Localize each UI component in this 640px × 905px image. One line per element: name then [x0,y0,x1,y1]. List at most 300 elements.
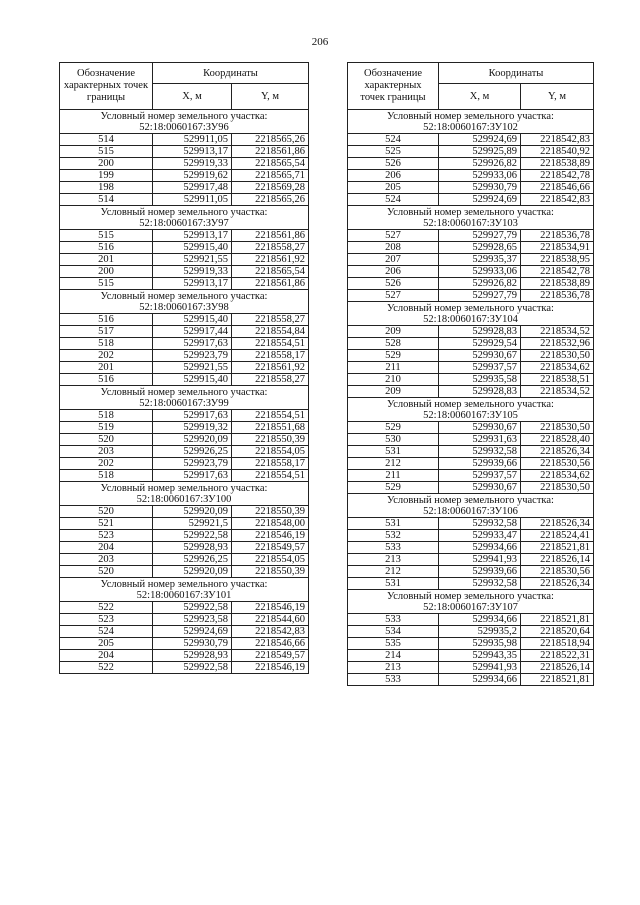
table-row [348,182,594,194]
coord-y: 2218530,56 [521,566,594,578]
coord-x: 529933,47 [439,530,521,542]
coord-x: 529928,83 [439,326,521,338]
point-id: 516 [60,314,153,326]
header-coordinates: Координаты [439,63,594,84]
coord-x: 529919,62 [153,170,232,182]
parcel-prefix: Условный номер земельного участка: [387,590,554,602]
table-row [60,614,309,626]
parcel-prefix: Условный номер земельного участка: [100,290,268,302]
coord-y: 2218530,56 [521,458,594,470]
parcel-number [60,206,309,230]
header-coordinates: Координаты [153,63,309,84]
coord-x: 529922,58 [153,662,232,674]
table-row [348,422,594,434]
parcel-cadastral-number: 52:18:0060167:ЗУ106 [423,505,518,517]
coord-y: 2218546,66 [521,182,594,194]
coord-y: 2218530,50 [521,350,594,362]
coord-y: 2218526,34 [521,578,594,590]
point-id: 519 [60,422,153,434]
parcel-number [60,386,309,410]
coord-y: 2218565,54 [232,158,309,170]
table-row [60,170,309,182]
coord-x: 529922,58 [153,602,232,614]
point-id: 532 [348,530,439,542]
parcel-prefix: Условный номер земельного участка: [387,398,554,410]
parcel-header-row [348,398,594,422]
point-id: 199 [60,170,153,182]
point-id: 515 [60,230,153,242]
coord-y: 2218542,83 [232,626,309,638]
coord-x: 529941,93 [439,662,521,674]
coord-y: 2218542,83 [521,134,594,146]
coord-y: 2218542,83 [521,194,594,206]
coord-y: 2218550,39 [232,434,309,446]
header-point-label: Обозначение характерных точек границы [348,63,439,110]
coord-x: 529928,93 [153,542,232,554]
table-row [348,626,594,638]
table-row [348,350,594,362]
point-id: 528 [348,338,439,350]
table-row [348,194,594,206]
point-id: 529 [348,350,439,362]
coord-y: 2218546,19 [232,662,309,674]
table-row [60,650,309,662]
point-id: 526 [348,158,439,170]
coord-x: 529935,2 [439,626,521,638]
table-row [60,374,309,386]
parcel-header-row [60,386,309,410]
parcel-prefix: Условный номер земельного участка: [387,494,554,506]
table-row [348,554,594,566]
point-id: 211 [348,470,439,482]
parcel-prefix: Условный номер земельного участка: [100,110,268,122]
table-row [348,662,594,674]
coord-x: 529921,55 [153,362,232,374]
parcel-number [348,494,594,518]
table-row [60,506,309,518]
coord-y: 2218526,14 [521,662,594,674]
parcel-prefix: Условный номер земельного участка: [100,206,268,218]
coord-x: 529932,58 [439,446,521,458]
point-id: 527 [348,290,439,302]
coord-x: 529932,58 [439,518,521,530]
point-id: 209 [348,386,439,398]
table-row [60,638,309,650]
point-id: 201 [60,362,153,374]
coord-x: 529943,35 [439,650,521,662]
coord-y: 2218520,64 [521,626,594,638]
coord-y: 2218540,92 [521,146,594,158]
point-id: 202 [60,458,153,470]
point-id: 523 [60,614,153,626]
point-id: 206 [348,170,439,182]
point-id: 531 [348,578,439,590]
coord-x: 529930,67 [439,422,521,434]
table-row [348,638,594,650]
coord-y: 2218542,78 [521,266,594,278]
coord-y: 2218546,19 [232,602,309,614]
coord-x: 529935,58 [439,374,521,386]
point-id: 518 [60,470,153,482]
coord-x: 529935,98 [439,638,521,650]
coord-x: 529925,89 [439,146,521,158]
point-id: 207 [348,254,439,266]
coord-y: 2218551,68 [232,422,309,434]
coord-y: 2218522,31 [521,650,594,662]
parcel-header-row [60,206,309,230]
parcel-header-row [348,590,594,614]
table-row [60,518,309,530]
coord-x: 529917,63 [153,410,232,422]
point-id: 516 [60,374,153,386]
point-id: 527 [348,230,439,242]
coord-x: 529927,79 [439,230,521,242]
parcel-number [348,590,594,614]
coord-x: 529911,05 [153,134,232,146]
coord-x: 529934,66 [439,542,521,554]
table-row [348,530,594,542]
table-row [60,134,309,146]
point-id: 526 [348,278,439,290]
parcel-cadastral-number: 52:18:0060167:ЗУ98 [139,301,229,313]
coord-y: 2218534,52 [521,326,594,338]
point-id: 516 [60,242,153,254]
coord-x: 529917,44 [153,326,232,338]
coord-x: 529930,79 [439,182,521,194]
parcel-cadastral-number: 52:18:0060167:ЗУ105 [423,409,518,421]
coord-y: 2218548,00 [232,518,309,530]
coord-y: 2218554,51 [232,338,309,350]
point-id: 206 [348,266,439,278]
coord-x: 529919,32 [153,422,232,434]
point-id: 213 [348,662,439,674]
point-id: 520 [60,566,153,578]
point-id: 520 [60,434,153,446]
parcel-cadastral-number: 52:18:0060167:ЗУ104 [423,313,518,325]
coord-y: 2218558,27 [232,242,309,254]
coord-x: 529924,69 [153,626,232,638]
point-id: 208 [348,242,439,254]
coord-y: 2218534,91 [521,242,594,254]
coord-y: 2218534,62 [521,470,594,482]
table-row [60,422,309,434]
coord-y: 2218536,78 [521,230,594,242]
point-id: 530 [348,434,439,446]
table-row [348,470,594,482]
table-row [60,470,309,482]
point-id: 205 [348,182,439,194]
coord-y: 2218565,26 [232,134,309,146]
coord-y: 2218538,95 [521,254,594,266]
table-row [60,230,309,242]
coord-x: 529928,83 [439,386,521,398]
point-id: 531 [348,446,439,458]
point-id: 200 [60,266,153,278]
table-row [60,446,309,458]
coord-y: 2218538,89 [521,158,594,170]
coord-y: 2218558,17 [232,350,309,362]
point-id: 522 [60,662,153,674]
coord-y: 2218549,57 [232,542,309,554]
coord-y: 2218569,28 [232,182,309,194]
coord-y: 2218524,41 [521,530,594,542]
page-number: 206 [311,36,329,48]
point-id: 534 [348,626,439,638]
point-id: 204 [60,650,153,662]
parcel-number [60,578,309,602]
point-id: 523 [60,530,153,542]
point-id: 515 [60,146,153,158]
coord-y: 2218565,54 [232,266,309,278]
coord-x: 529927,79 [439,290,521,302]
coord-y: 2218558,27 [232,374,309,386]
table-row [60,662,309,674]
coord-x: 529934,66 [439,614,521,626]
point-id: 533 [348,614,439,626]
parcel-cadastral-number: 52:18:0060167:ЗУ107 [423,601,518,613]
header-x: X, м [439,84,521,110]
coord-x: 529913,17 [153,230,232,242]
table-row [348,446,594,458]
table-row [60,410,309,422]
table-row [348,254,594,266]
table-row [348,242,594,254]
table-row [60,314,309,326]
coord-y: 2218534,52 [521,386,594,398]
coord-y: 2218538,89 [521,278,594,290]
coord-x: 529915,40 [153,242,232,254]
parcel-header-row [348,110,594,134]
coord-y: 2218542,78 [521,170,594,182]
parcel-number [348,398,594,422]
table-row [348,170,594,182]
table-row [348,326,594,338]
coord-x: 529926,25 [153,554,232,566]
table-row [348,374,594,386]
coord-y: 2218530,50 [521,482,594,494]
coord-x: 529934,66 [439,674,521,686]
coord-y: 2218544,60 [232,614,309,626]
coord-y: 2218561,86 [232,230,309,242]
coord-y: 2218554,51 [232,410,309,422]
coord-x: 529920,09 [153,506,232,518]
parcel-cadastral-number: 52:18:0060167:ЗУ97 [139,217,229,229]
coord-x: 529937,57 [439,470,521,482]
coord-y: 2218536,78 [521,290,594,302]
point-id: 518 [60,338,153,350]
table-row [348,578,594,590]
point-id: 209 [348,326,439,338]
point-id: 517 [60,326,153,338]
table-row [348,230,594,242]
table-row [60,194,309,206]
coord-y: 2218550,39 [232,506,309,518]
coord-x: 529929,54 [439,338,521,350]
table-row [60,338,309,350]
coord-y: 2218538,51 [521,374,594,386]
coord-x: 529930,79 [153,638,232,650]
coord-y: 2218521,81 [521,614,594,626]
point-id: 514 [60,194,153,206]
point-id: 520 [60,506,153,518]
parcel-header-row [60,110,309,134]
coord-x: 529913,17 [153,278,232,290]
coord-x: 529939,66 [439,566,521,578]
point-id: 214 [348,650,439,662]
table-row [60,350,309,362]
parcel-prefix: Условный номер земельного участка: [387,302,554,314]
table-row [348,146,594,158]
table-row [348,614,594,626]
coord-y: 2218554,84 [232,326,309,338]
point-id: 524 [60,626,153,638]
table-row [348,674,594,686]
coord-y: 2218532,96 [521,338,594,350]
point-id: 204 [60,542,153,554]
coord-x: 529926,82 [439,158,521,170]
table-row [348,458,594,470]
parcel-number [60,482,309,506]
table-row [348,566,594,578]
point-id: 202 [60,350,153,362]
point-id: 529 [348,482,439,494]
coord-x: 529924,69 [439,134,521,146]
coord-x: 529932,58 [439,578,521,590]
table-row [348,290,594,302]
table-row [348,134,594,146]
coord-y: 2218558,17 [232,458,309,470]
table-row [60,326,309,338]
coord-y: 2218526,34 [521,446,594,458]
parcel-prefix: Условный номер земельного участка: [100,386,268,398]
coord-x: 529922,58 [153,530,232,542]
coord-x: 529921,55 [153,254,232,266]
parcel-cadastral-number: 52:18:0060167:ЗУ101 [136,589,232,601]
coord-y: 2218561,86 [232,278,309,290]
table-row [60,158,309,170]
coord-x: 529919,33 [153,158,232,170]
coord-y: 2218561,86 [232,146,309,158]
coord-y: 2218546,66 [232,638,309,650]
point-id: 518 [60,410,153,422]
table-row [348,518,594,530]
table-row [348,158,594,170]
parcel-cadastral-number: 52:18:0060167:ЗУ96 [139,121,229,133]
point-id: 210 [348,374,439,386]
table-row [348,266,594,278]
table-row [60,254,309,266]
coord-x: 529924,69 [439,194,521,206]
header-y: Y, м [521,84,594,110]
coordinates-table-left [59,62,309,674]
coord-x: 529939,66 [439,458,521,470]
table-row [348,650,594,662]
header-y: Y, м [232,84,309,110]
point-id: 522 [60,602,153,614]
table-row [60,542,309,554]
coord-x: 529917,63 [153,338,232,350]
parcel-number [348,110,594,134]
coord-y: 2218549,57 [232,650,309,662]
point-id: 201 [60,254,153,266]
coord-x: 529913,17 [153,146,232,158]
point-id: 521 [60,518,153,530]
point-id: 533 [348,674,439,686]
coord-x: 529921,5 [153,518,232,530]
coord-y: 2218554,51 [232,470,309,482]
coord-x: 529931,63 [439,434,521,446]
coord-x: 529926,82 [439,278,521,290]
parcel-prefix: Условный номер земельного участка: [100,482,268,494]
coord-y: 2218534,62 [521,362,594,374]
table-row [60,566,309,578]
coord-y: 2218565,71 [232,170,309,182]
coord-x: 529923,58 [153,614,232,626]
coordinates-table-right [347,62,594,686]
point-id: 212 [348,458,439,470]
coord-x: 529920,09 [153,434,232,446]
parcel-header-row [60,290,309,314]
table-row [60,554,309,566]
coord-x: 529917,48 [153,182,232,194]
coord-y: 2218554,05 [232,446,309,458]
coord-x: 529930,67 [439,350,521,362]
point-id: 514 [60,134,153,146]
table-row [60,458,309,470]
point-id: 211 [348,362,439,374]
parcel-cadastral-number: 52:18:0060167:ЗУ102 [423,121,518,133]
coord-y: 2218550,39 [232,566,309,578]
point-id: 525 [348,146,439,158]
coord-y: 2218561,92 [232,362,309,374]
point-id: 203 [60,446,153,458]
coord-x: 529937,57 [439,362,521,374]
parcel-header-row [348,302,594,326]
coord-y: 2218558,27 [232,314,309,326]
parcel-number [60,110,309,134]
parcel-number [348,302,594,326]
parcel-prefix: Условный номер земельного участка: [387,206,554,218]
point-id: 200 [60,158,153,170]
table-row [60,602,309,614]
point-id: 205 [60,638,153,650]
point-id: 198 [60,182,153,194]
coord-y: 2218521,81 [521,542,594,554]
table-row [348,362,594,374]
coord-x: 529930,67 [439,482,521,494]
parcel-prefix: Условный номер земельного участка: [100,578,268,590]
coord-x: 529935,37 [439,254,521,266]
point-id: 524 [348,134,439,146]
parcel-header-row [348,494,594,518]
coord-y: 2218561,92 [232,254,309,266]
table-row [60,362,309,374]
coord-x: 529923,79 [153,350,232,362]
table-row [348,542,594,554]
point-id: 212 [348,566,439,578]
coord-x: 529928,65 [439,242,521,254]
coord-x: 529915,40 [153,374,232,386]
coord-x: 529933,06 [439,170,521,182]
parcel-number [348,206,594,230]
table-row [348,482,594,494]
table-row [60,242,309,254]
coord-x: 529933,06 [439,266,521,278]
table-row [348,434,594,446]
coord-x: 529928,93 [153,650,232,662]
point-id: 524 [348,194,439,206]
coord-y: 2218528,40 [521,434,594,446]
